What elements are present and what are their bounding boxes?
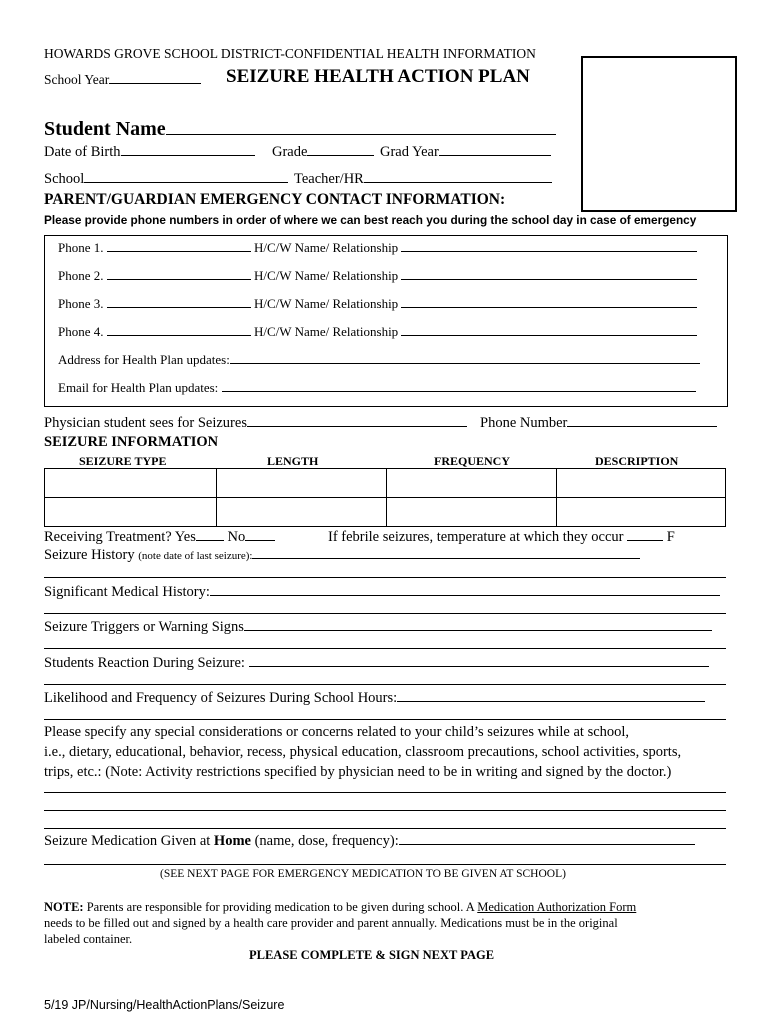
student-name-label: Student Name	[44, 118, 556, 141]
reaction-row: Students Reaction During Seizure:	[44, 655, 709, 672]
address-input[interactable]	[230, 363, 700, 364]
special-answer-line-3[interactable]	[44, 828, 726, 829]
grad-year-row: Grad Year	[380, 144, 551, 161]
col-length: LENGTH	[267, 454, 319, 468]
document-code: 5/19 JP/Nursing/HealthActionPlans/Seizure	[44, 998, 285, 1012]
special-answer-line-1[interactable]	[44, 792, 726, 793]
table-row	[45, 498, 726, 527]
phone-row-3: Phone 3. H/C/W Name/ Relationship	[58, 296, 697, 312]
table-row	[45, 469, 726, 498]
teacher-row: Teacher/HR	[294, 171, 552, 188]
see-next-note: (SEE NEXT PAGE FOR EMERGENCY MEDICATION TO BE GIVEN AT SCHOOL)	[160, 868, 566, 880]
col-frequency: FREQUENCY	[434, 454, 511, 468]
school-row: School	[44, 171, 288, 188]
special-answer-line-2[interactable]	[44, 810, 726, 811]
history-row: Seizure History (note date of last seizure):	[44, 547, 640, 564]
grad-year-input[interactable]	[439, 155, 551, 156]
special-line-1: Please specify any special considerations or concerns related to your child’s seizures while at school,	[44, 724, 630, 740]
likelihood-input[interactable]	[397, 701, 705, 702]
physician-phone-input[interactable]	[567, 426, 717, 427]
school-year-label: School Year	[44, 72, 201, 88]
note-line-2: needs to be filled out and signed by a health care provider and parent annually. Medications must be in the original	[44, 916, 618, 930]
treatment-row: Receiving Treatment? Yes No	[44, 529, 275, 546]
table-cell[interactable]	[557, 498, 726, 527]
table-cell[interactable]	[557, 469, 726, 498]
grade-row: Grade	[272, 144, 374, 161]
phone-row-2: Phone 2. H/C/W Name/ Relationship	[58, 268, 697, 284]
dob-input[interactable]	[121, 155, 255, 156]
medical-history-line[interactable]	[44, 613, 726, 614]
table-cell[interactable]	[45, 498, 217, 527]
medical-history-input[interactable]	[210, 595, 720, 596]
reaction-line[interactable]	[44, 684, 726, 685]
grade-input[interactable]	[307, 155, 374, 156]
special-line-3: trips, etc.: (Note: Activity restrictions specified by physician need to be in writing and signed by the doctor.)	[44, 764, 672, 780]
phone-row-1: Phone 1. H/C/W Name/ Relationship	[58, 240, 697, 256]
col-description: DESCRIPTION	[595, 454, 679, 468]
note-line-3: labeled container.	[44, 932, 133, 946]
history-line[interactable]	[44, 577, 726, 578]
phone-2-input[interactable]	[107, 279, 251, 280]
medication-authorization-link[interactable]: Medication Authorization Form	[477, 900, 637, 914]
medication-line[interactable]	[44, 864, 726, 865]
please-complete-note: PLEASE COMPLETE & SIGN NEXT PAGE	[249, 948, 495, 962]
district-header: HOWARDS GROVE SCHOOL DISTRICT-CONFIDENTIAL HEALTH INFORMATION	[44, 46, 536, 61]
relationship-1-input[interactable]	[401, 251, 697, 252]
col-seizure-type: SEIZURE TYPE	[79, 454, 167, 468]
address-row: Address for Health Plan updates:	[58, 352, 700, 368]
phone-row-4: Phone 4. H/C/W Name/ Relationship	[58, 324, 697, 340]
febrile-row: If febrile seizures, temperature at which they occur F	[328, 529, 675, 545]
email-input[interactable]	[222, 391, 696, 392]
table-cell[interactable]	[45, 469, 217, 498]
physician-phone-row: Phone Number	[480, 415, 717, 432]
photo-box	[581, 56, 737, 212]
phone-3-input[interactable]	[107, 307, 251, 308]
history-input[interactable]	[252, 558, 640, 559]
treatment-no-input[interactable]	[245, 540, 275, 541]
physician-input[interactable]	[247, 426, 467, 427]
physician-row: Physician student sees for Seizures	[44, 415, 467, 432]
contacts-heading: PARENT/GUARDIAN EMERGENCY CONTACT INFORMATION:	[44, 191, 506, 208]
relationship-4-input[interactable]	[401, 335, 697, 336]
medication-row: Seizure Medication Given at Home (name, dose, frequency):	[44, 833, 695, 850]
medical-history-row: Significant Medical History:	[44, 584, 720, 601]
table-cell[interactable]	[217, 469, 387, 498]
special-line-2: i.e., dietary, educational, behavior, recess, physical education, classroom precautions, school activities, sports,	[44, 744, 682, 760]
medication-input[interactable]	[399, 844, 695, 845]
treatment-yes-input[interactable]	[196, 540, 224, 541]
email-row: Email for Health Plan updates:	[58, 380, 696, 396]
phone-4-input[interactable]	[107, 335, 251, 336]
contact-box	[44, 235, 728, 407]
triggers-row: Seizure Triggers or Warning Signs	[44, 619, 712, 636]
seizure-info-heading: SEIZURE INFORMATION	[44, 434, 219, 450]
student-name-input[interactable]	[166, 134, 556, 135]
contacts-instructions: Please provide phone numbers in order of where we can best reach you during the school day in case of emergency	[44, 213, 697, 227]
form-title: SEIZURE HEALTH ACTION PLAN	[226, 66, 530, 87]
febrile-temp-input[interactable]	[627, 540, 663, 541]
table-cell[interactable]	[217, 498, 387, 527]
relationship-2-input[interactable]	[401, 279, 697, 280]
relationship-3-input[interactable]	[401, 307, 697, 308]
seizure-table	[44, 468, 726, 527]
triggers-line[interactable]	[44, 648, 726, 649]
reaction-input[interactable]	[249, 666, 709, 667]
dob-row: Date of Birth	[44, 144, 255, 161]
triggers-input[interactable]	[244, 630, 712, 631]
school-input[interactable]	[84, 182, 288, 183]
likelihood-line[interactable]	[44, 719, 726, 720]
note-line-1: NOTE: Parents are responsible for providing medication to be given during school. A Medication Authorization Form	[44, 900, 637, 914]
school-year-input[interactable]	[109, 83, 201, 84]
table-cell[interactable]	[387, 469, 557, 498]
phone-1-input[interactable]	[107, 251, 251, 252]
teacher-input[interactable]	[364, 182, 552, 183]
table-cell[interactable]	[387, 498, 557, 527]
likelihood-row: Likelihood and Frequency of Seizures During School Hours:	[44, 690, 705, 707]
